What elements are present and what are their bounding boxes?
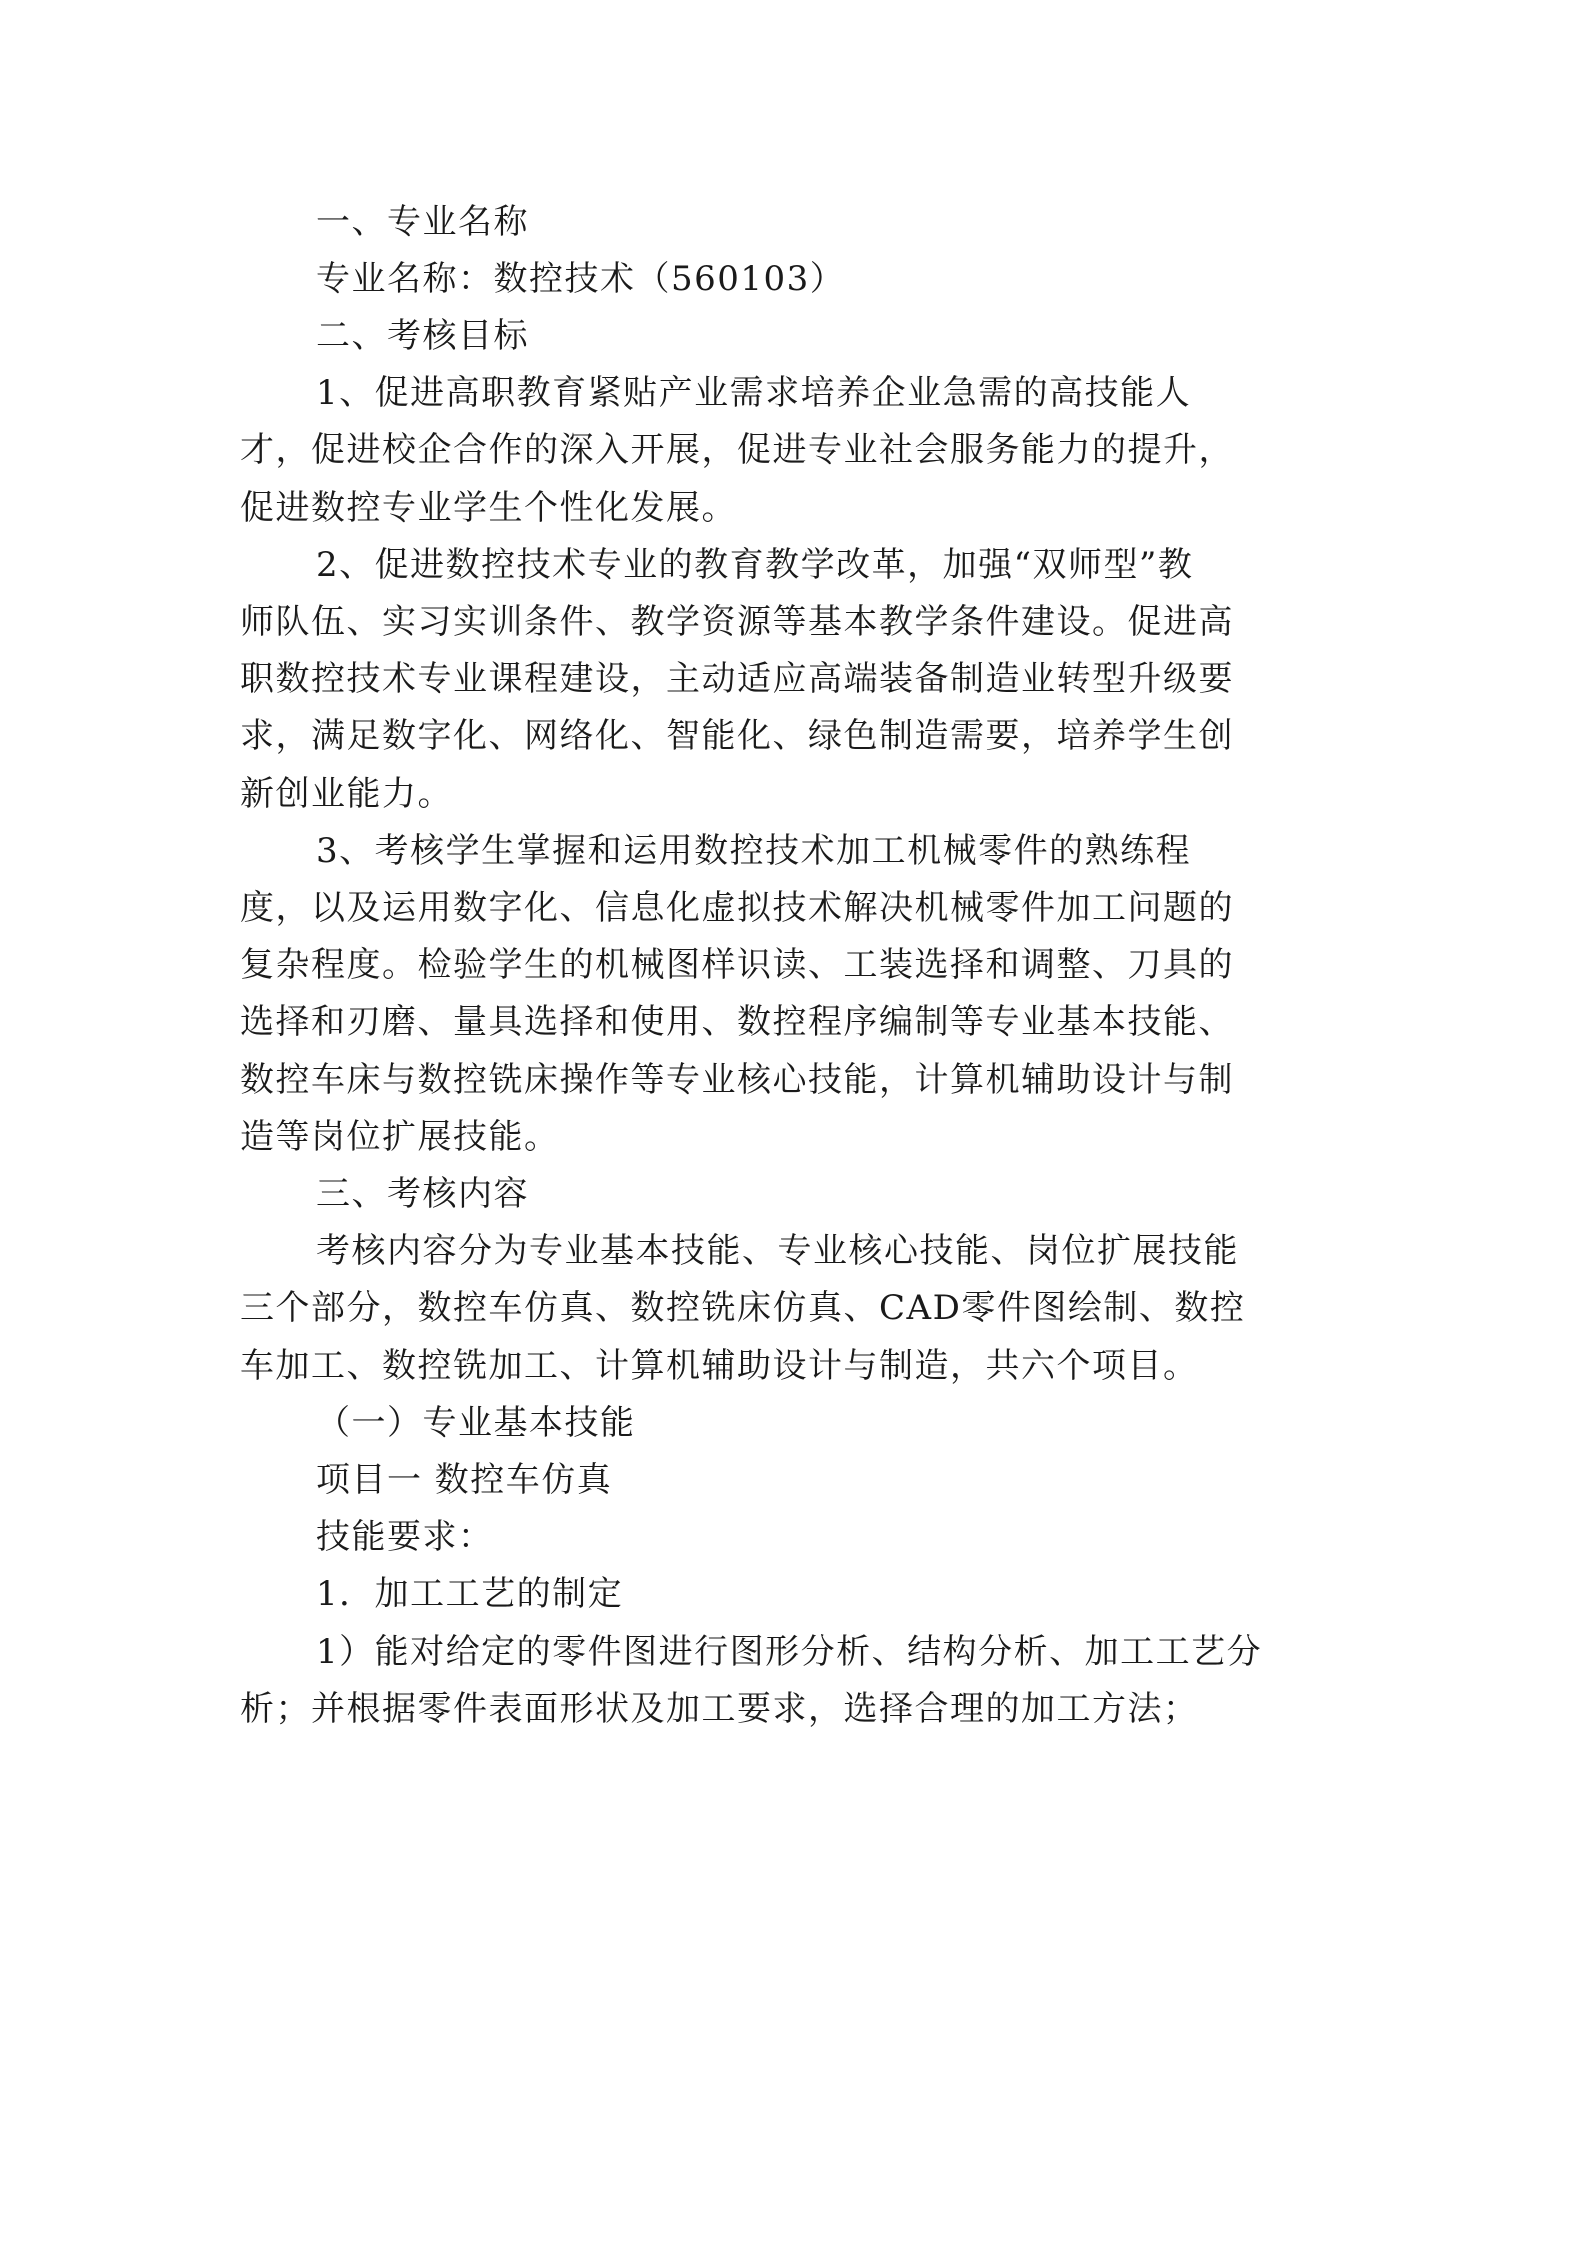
item-1-1-line-2: 析；并根据零件表面形状及加工要求，选择合理的加工方法； [240, 1689, 1199, 1729]
goal-3-line-2: 度，以及运用数字化、信息化虚拟技术解决机械零件加工问题的 [240, 888, 1234, 928]
item-1-1-line-1: 1）能对给定的零件图进行图形分析、结构分析、加工工艺分 [316, 1632, 1263, 1672]
heading-major-name: 一、专业名称 [316, 202, 529, 242]
goal-2-line-2: 师队伍、实习实训条件、教学资源等基本教学条件建设。促进高 [240, 602, 1234, 642]
heading-assessment-goals: 二、考核目标 [316, 316, 529, 356]
content-line-1: 考核内容分为专业基本技能、专业核心技能、岗位扩展技能 [316, 1231, 1239, 1271]
goal-3-line-3: 复杂程度。检验学生的机械图样识读、工装选择和调整、刀具的 [240, 945, 1234, 985]
item-1-process-planning: 1．加工工艺的制定 [316, 1574, 624, 1614]
goal-2-line-1: 2、促进数控技术专业的教育教学改革，加强“双师型”教 [316, 545, 1194, 585]
project-1-title: 项目一 数控车仿真 [316, 1460, 613, 1500]
goal-1-line-1: 1、促进高职教育紧贴产业需求培养企业急需的高技能人 [316, 373, 1192, 413]
goal-3-line-1: 3、考核学生掌握和运用数控技术加工机械零件的熟练程 [316, 831, 1192, 871]
content-line-3: 车加工、数控铣加工、计算机辅助设计与制造，共六个项目。 [240, 1346, 1199, 1386]
goal-1-line-2: 才，促进校企合作的深入开展，促进专业社会服务能力的提升， [240, 430, 1234, 470]
goal-2-line-3: 职数控技术专业课程建设，主动适应高端装备制造业转型升级要 [240, 659, 1234, 699]
subheading-basic-skills: （一）专业基本技能 [316, 1403, 636, 1443]
heading-assessment-content: 三、考核内容 [316, 1174, 529, 1214]
content-line-2: 三个部分，数控车仿真、数控铣床仿真、CAD零件图绘制、数控 [240, 1288, 1246, 1328]
goal-3-line-6: 造等岗位扩展技能。 [240, 1117, 560, 1157]
major-name-line: 专业名称：数控技术（560103） [316, 259, 846, 299]
goal-2-line-5: 新创业能力。 [240, 774, 453, 814]
goal-1-line-3: 促进数控专业学生个性化发展。 [240, 488, 737, 528]
goal-3-line-5: 数控车床与数控铣床操作等专业核心技能，计算机辅助设计与制 [240, 1060, 1234, 1100]
goal-2-line-4: 求，满足数字化、网络化、智能化、绿色制造需要，培养学生创 [240, 716, 1234, 756]
skill-requirements-label: 技能要求： [316, 1517, 494, 1557]
goal-3-line-4: 选择和刃磨、量具选择和使用、数控程序编制等专业基本技能、 [240, 1002, 1234, 1042]
